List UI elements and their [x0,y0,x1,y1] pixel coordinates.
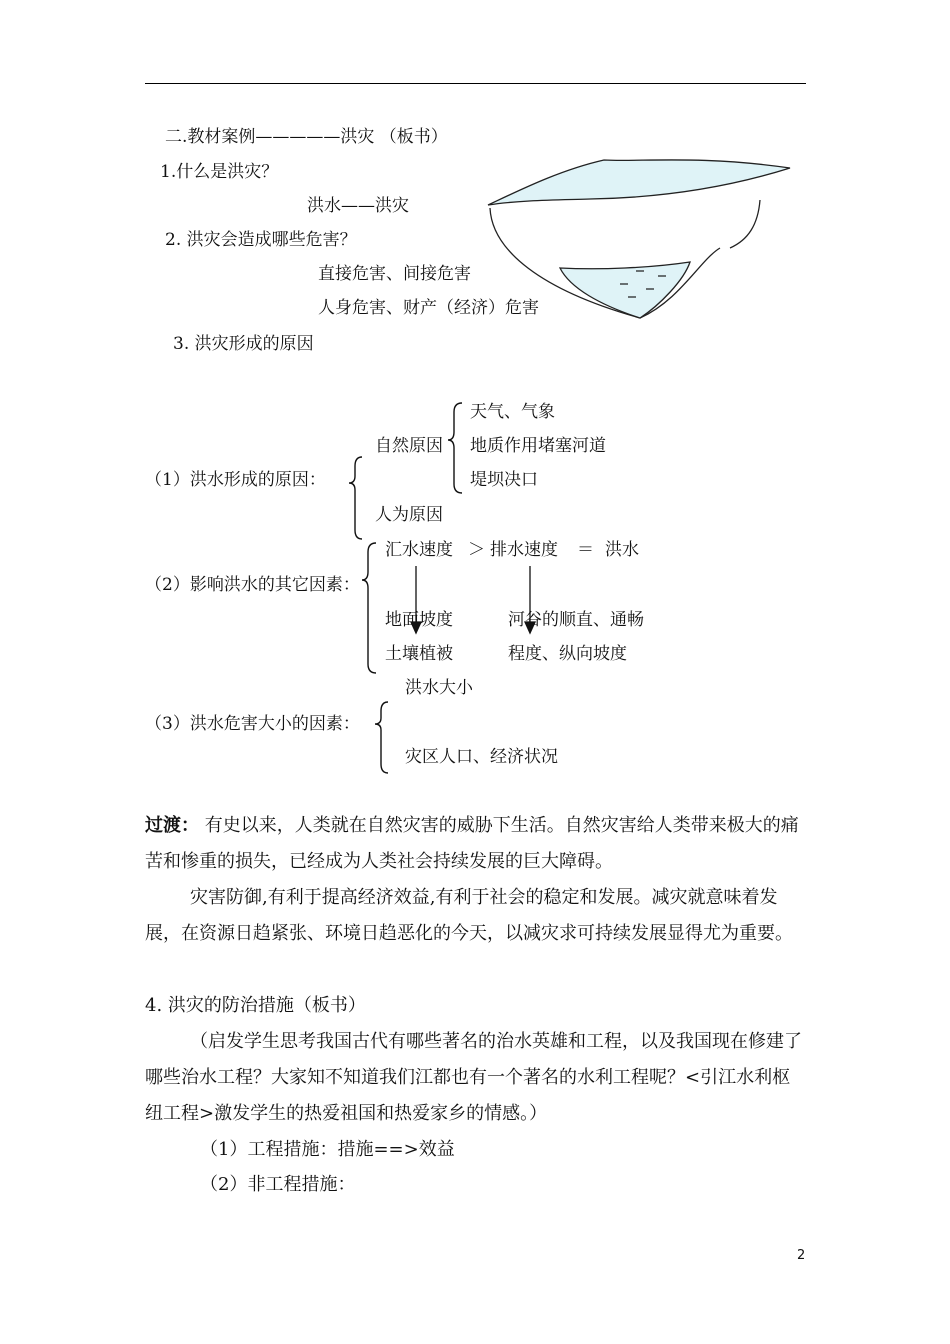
formula-flood: 洪水 [605,540,639,560]
water-sketch [488,160,790,318]
cause-3-item: 洪水大小 [405,678,473,698]
brace-cause3 [375,702,388,773]
cause-2-label: （2）影响洪水的其它因素： [145,575,360,595]
formula-eq: ＝ [577,540,594,560]
brace-cause1 [349,457,362,539]
paragraph-2: 灾害防御,有利于提高经济效益,有利于社会的稳定和发展。减灾就意味着发展，在资源日趋紧张、环境日趋恶化的今天，以减灾求可持续发展显得尤为重要。 [145,887,793,944]
transition-text: 有史以来，人类就在自然灾害的威胁下生活。自然灾害给人类带来极大的痛苦和惨重的损失，已经成为人类社会持续发展的巨大障碍。 [145,815,799,872]
cause-3-label: （3）洪水危害大小的因素： [145,714,360,734]
natural-item: 天气、气象 [470,402,555,422]
cause-1-label: （1）洪水形成的原因： [145,470,326,490]
measure-2: （2）非工程措施： [200,1174,356,1195]
transition-label: 过渡： [145,815,199,836]
left-factor: 土壤植被 [385,644,453,664]
cause-3-item: 灾区人口、经济状况 [405,747,558,767]
question-2-answer-2: 人身危害、财产（经济）危害 [318,298,539,318]
right-factor: 河谷的顺直、通畅 [508,610,644,630]
page-number: 2 [797,1248,806,1263]
section-title: 二.教材案例—————洪灾 （板书） [165,127,448,147]
human-cause-label: 人为原因 [375,505,443,525]
question-4: 4. 洪灾的防治措施（板书） [145,995,366,1016]
measure-1: （1）工程措施：措施==>效益 [200,1139,455,1160]
question-2: 2. 洪灾会造成哪些危害？ [165,230,357,250]
formula-inflow: 汇水速度 [385,540,453,560]
formula-outflow: 排水速度 [490,540,558,560]
left-factor: 地面坡度 [385,610,453,630]
natural-item: 地质作用堵塞河道 [470,436,606,456]
brace-cause2 [362,543,376,673]
question-1: 1.什么是洪灾？ [160,162,279,182]
transition-paragraph [145,808,807,880]
natural-item: 堤坝决口 [470,470,538,490]
question-1-answer: 洪水——洪灾 [307,196,409,216]
formula-gt: ＞ [468,540,485,560]
question-3: 3. 洪灾形成的原因 [173,334,314,354]
natural-cause-label: 自然原因 [375,436,443,456]
question-2-answer-1: 直接危害、间接危害 [318,264,471,284]
right-factor: 程度、纵向坡度 [508,644,627,664]
brace-natural [448,403,462,493]
braces [349,403,462,773]
paragraph-3: （启发学生思考我国古代有哪些著名的治水英雄和工程，以及我国现在修建了哪些治水工程？大家知不知道我们江都也有一个著名的水利工程呢？<引江水利枢纽工程>激发学生的热爱祖国和热爱家乡的情感。） [145,1031,802,1124]
